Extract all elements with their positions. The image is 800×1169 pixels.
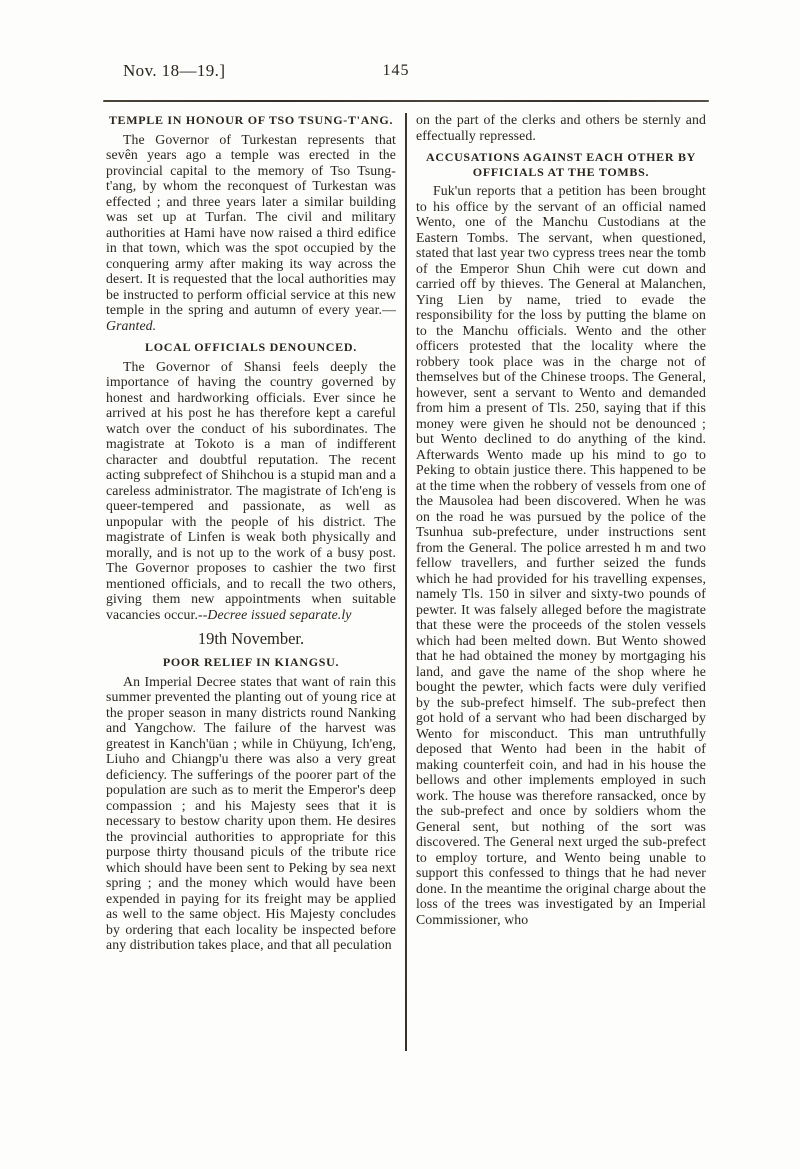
italic-text-run: Granted. — [106, 317, 157, 333]
text-run: Fuk'un reports that a petition has been brought to his office by the servant of an official named Wento, one of the Manchu Custodians at the Eastern Tombs. The servant, when questioned, stated that last year two cypress trees near the tomb of the Emperor Shun Chih were cut down and carried off by thieves. The General at Malanchen, Ying Lien by name, tried to evade the responsibility for the loss by putting the blame on to the Manchu officials. Wento and the other officers protested that the locality where the robbery took place was in the charge not of themselves but of the Chinese troops. The General, however, sent a servant to Wento and demanded from him a present of Tls. 250, saying that if this money were given he should not be denounced ; but Wento declined to do anything of the kind. Afterwards Wento made up his mind to go to Peking to obtain justice there. This happened to be at the time when the robbery of vessels from one of the Mausolea had been discovered. When he was on the road he was pursued by the police of the Tsunhua sub-prefecture, under instructions sent from the General. The police arrested h m and two fellow travellers, and further seized the funds which he had provided for his travelling expenses, namely Tls. 150 in silver and sixty-two pounds of pewter. It was falsely alleged before the magistrate that these were the proceeds of the stolen vessels which had been melted down. But Wento showed that he had obtained the money by mortgaging his land, and gave the name of the shop where he bought the pewter, which facts were duly verified by the sub-prefect himself. The sub-prefect then got hold of a servant who had been discharged by Wento for misconduct. This man untruthfully deposed that Wento had been in the habit of making counterfeit coin, and had in his house the bellows and other implements employed in such work. The house was therefore ransacked, once by the sub-prefect and once by soldiers whom the General sent, but nothing of the sort was discovered. The General next urged the sub-prefect to employ torture, and Wento being unable to support this confessed to things that he had never done. In the meantime the original charge about the loss of the trees was investigated by an Imperial Commissioner, who — [416, 183, 706, 927]
text-run: An Imperial Decree states that want of rain this summer prevented the planting out of young rice at the proper season in many districts round Nanking and Yangchow. The failure of the harvest was greatest in Kanch'üan ; while in Chüyung, Ich'eng, Liuho and Chiangp'u there was also a very great deficiency. The sufferings of the poorer part of the population are such as to merit the Emperor's deep compassion ; and his Majesty sees that it is necessary to bestow charity upon them. He desires the provincial authorities to appropriate for this purpose thirty thousand piculs of the tribute rice which should have been sent to Peking by sea next spring ; and the money which would have been expended in paying for its freight may be applied as well to the same object. His Majesty concludes by ordering that each locality be inspected before any distribution takes place, and that all peculation — [106, 673, 396, 952]
text-run: ACCUSATIONS AGAINST EACH OTHER BY OFFICIALS AT THE TOMBS. — [425, 150, 697, 179]
column-divider — [405, 113, 407, 1051]
italic-text-run: Decree issued separate.ly — [207, 606, 352, 622]
header-date-range: Nov. 18—19.] — [123, 61, 226, 80]
left-column — [106, 112, 396, 953]
section-heading — [108, 655, 394, 670]
text-run: The Governor of Shansi feels deeply the importance of having the country governed by honest and hardworking officials. Ever since he arrived at his post he has therefore kept a careful watch over the conduct of his subordinates. The magistrate at Tokoto is a man of indifferent character and doubtful reputation. The recent acting subprefect of Shihchou is a stupid man and a careless administrator. The magistrate of Ich'eng is queer-tempered and passionate, as well as unpopular with the people of his district. The magistrate of Linfen is weak both physically and morally, and is not up to the work of a busy post. The Governor proposes to cashier the two first mentioned officials, and to recall the two others, giving them new appointments when suitable vacancies occur.-- — [106, 358, 396, 622]
section-heading — [108, 113, 394, 128]
text-run: on the part of the clerks and others be sternly and effectually repressed. — [416, 112, 706, 143]
page-header — [106, 61, 708, 87]
section-heading — [418, 150, 704, 179]
paragraph — [416, 183, 706, 927]
date-heading — [106, 629, 396, 648]
text-run: 19th November. — [197, 629, 305, 648]
paragraph — [416, 112, 706, 143]
section-heading — [108, 340, 394, 355]
text-run: The Governor of Turkestan represents that sevên years ago a temple was erected in the provincial capital to the memory of Tso Tsung-t'ang, by whom the reconquest of Turkestan was effected ; and three years later a similar building was set up at Turfan. The civil and military authorities at Hami have now raised a third edifice in that town, which was the spot occupied by the conquering army after making its way across the desert. It is requested that the local authorities may be instructed to perform official service at this new temple in the spring and autumn of every year.— — [106, 131, 396, 317]
paragraph — [106, 674, 396, 953]
paragraph — [106, 132, 396, 334]
text-run: TEMPLE IN HONOUR OF TSO TSUNG-T'ANG. — [108, 113, 394, 127]
text-run: LOCAL OFFICIALS DENOUNCED. — [145, 340, 357, 354]
page-number: 145 — [382, 62, 410, 79]
right-column — [416, 112, 706, 927]
text-run: POOR RELIEF IN KIANGSU. — [162, 655, 340, 669]
header-rule — [103, 100, 709, 102]
page-content — [106, 112, 708, 1051]
paragraph — [106, 359, 396, 623]
